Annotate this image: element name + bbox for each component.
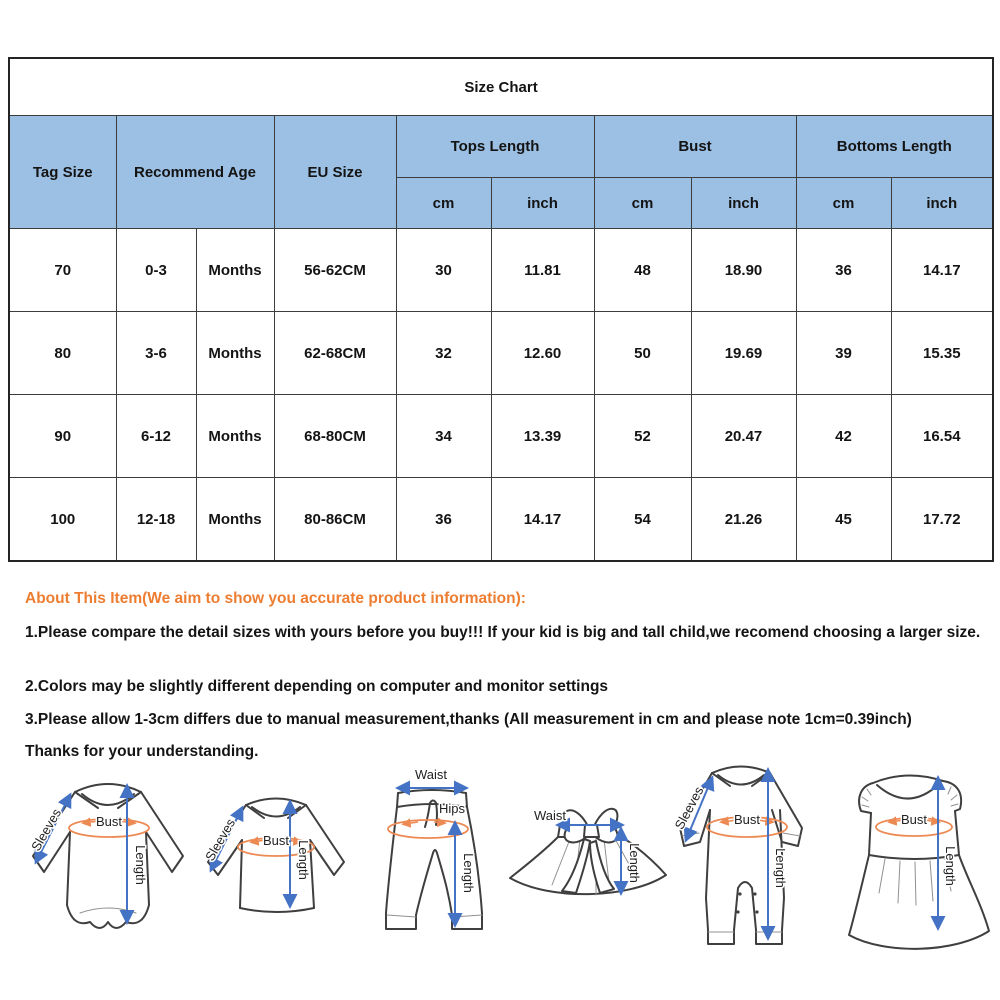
table-cell: 36	[396, 478, 491, 562]
table-cell: 90	[9, 395, 116, 478]
header-cell-eu-size: EU Size	[274, 116, 396, 229]
table-cell: 36	[796, 229, 891, 312]
dress-outline	[849, 775, 989, 948]
table-cell: 21.26	[691, 478, 796, 562]
sleeves-label: Sleeves	[202, 815, 239, 864]
dress-diagram	[845, 763, 995, 958]
table-cell: 12.60	[491, 312, 594, 395]
table-cell: 48	[594, 229, 691, 312]
tshirt-diagram	[198, 790, 348, 922]
snap-dot	[736, 910, 739, 913]
table-cell: 30	[396, 229, 491, 312]
note-1: 1.Please compare the detail sizes with yours before you buy!!! If your kid is big and tall child,we recomend choosing a larger size.	[25, 624, 981, 641]
romper-diagram	[662, 758, 817, 958]
table-cell: 32	[396, 312, 491, 395]
table-cell: 18.90	[691, 229, 796, 312]
table-cell: 11.81	[491, 229, 594, 312]
table-cell: 45	[796, 478, 891, 562]
about-heading: About This Item(We aim to show you accurate product information):	[25, 590, 526, 607]
bust-label: Bust	[262, 833, 290, 848]
snap-dot	[753, 892, 756, 895]
table-cell: 34	[396, 395, 491, 478]
bust-label: Bust	[733, 812, 761, 827]
table-cell: 14.17	[491, 478, 594, 562]
subheader-inch: inch	[891, 178, 993, 229]
bodysuit-diagram	[20, 770, 195, 942]
note-2: 2.Colors may be slightly different depending on computer and monitor settings	[25, 678, 609, 695]
table-cell: 68-80CM	[274, 395, 396, 478]
table-cell: 17.72	[891, 478, 993, 562]
length-label: Length	[133, 845, 148, 885]
header-cell-tag-size: Tag Size	[9, 116, 116, 229]
table-cell: 52	[594, 395, 691, 478]
sleeves-label: Sleeves	[28, 805, 65, 854]
length-label: Length	[943, 846, 958, 886]
length-label: Length	[627, 843, 642, 883]
note-3: 3.Please allow 1-3cm differs due to manual measurement,thanks (All measurement in cm and please note 1cm=0.39inch)	[25, 711, 912, 728]
table-header-row	[9, 116, 993, 178]
table-cell: 15.35	[891, 312, 993, 395]
hips-arrowhead-right	[434, 822, 444, 823]
table-cell: Months	[196, 395, 274, 478]
table-cell: 20.47	[691, 395, 796, 478]
subheader-cm: cm	[594, 178, 691, 229]
table-cell: 3-6	[116, 312, 196, 395]
table-cell: 12-18	[116, 478, 196, 562]
pants-diagram	[378, 765, 493, 947]
table-cell: 80	[9, 312, 116, 395]
snap-dot	[755, 910, 758, 913]
bust-label: Bust	[95, 814, 123, 829]
table-cell: 19.69	[691, 312, 796, 395]
table-cell: 100	[9, 478, 116, 562]
table-row	[9, 395, 993, 478]
header-cell-bottoms-length: Bottoms Length	[796, 116, 993, 178]
waist-label: Waist	[414, 767, 448, 782]
subheader-cm: cm	[396, 178, 491, 229]
table-cell: 56-62CM	[274, 229, 396, 312]
bust-label: Bust	[900, 812, 928, 827]
subheader-inch: inch	[491, 178, 594, 229]
table-cell: 54	[594, 478, 691, 562]
header-cell-bust: Bust	[594, 116, 796, 178]
hips-label: Hips	[438, 801, 466, 816]
bodysuit-outline	[33, 784, 183, 928]
snap-dot	[738, 892, 741, 895]
table-cell: 6-12	[116, 395, 196, 478]
table-cell: 70	[9, 229, 116, 312]
table-cell: 16.54	[891, 395, 993, 478]
table-cell: 13.39	[491, 395, 594, 478]
thanks-text: Thanks for your understanding.	[25, 743, 259, 760]
table-title-row	[9, 58, 993, 116]
table-cell: 39	[796, 312, 891, 395]
skirt-diagram	[500, 785, 680, 917]
length-label: Length	[461, 853, 476, 893]
table-title: Size Chart	[9, 58, 993, 116]
size-chart-table	[8, 57, 994, 562]
header-cell-recommend-age: Recommend Age	[116, 116, 274, 229]
sleeves-label: Sleeves	[671, 783, 707, 832]
length-label: Length	[296, 840, 311, 880]
table-cell: 50	[594, 312, 691, 395]
header-cell-tops-length: Tops Length	[396, 116, 594, 178]
length-label: Length	[773, 848, 788, 888]
bow	[562, 809, 617, 893]
table-cell: 62-68CM	[274, 312, 396, 395]
subheader-inch: inch	[691, 178, 796, 229]
table-row	[9, 478, 993, 562]
table-cell: 14.17	[891, 229, 993, 312]
table-row	[9, 229, 993, 312]
table-cell: Months	[196, 478, 274, 562]
table-row	[9, 312, 993, 395]
table-cell: 80-86CM	[274, 478, 396, 562]
table-cell: 0-3	[116, 229, 196, 312]
table-cell: Months	[196, 229, 274, 312]
table-cell: 42	[796, 395, 891, 478]
subheader-cm: cm	[796, 178, 891, 229]
waist-label: Waist	[533, 808, 567, 823]
table-cell: Months	[196, 312, 274, 395]
